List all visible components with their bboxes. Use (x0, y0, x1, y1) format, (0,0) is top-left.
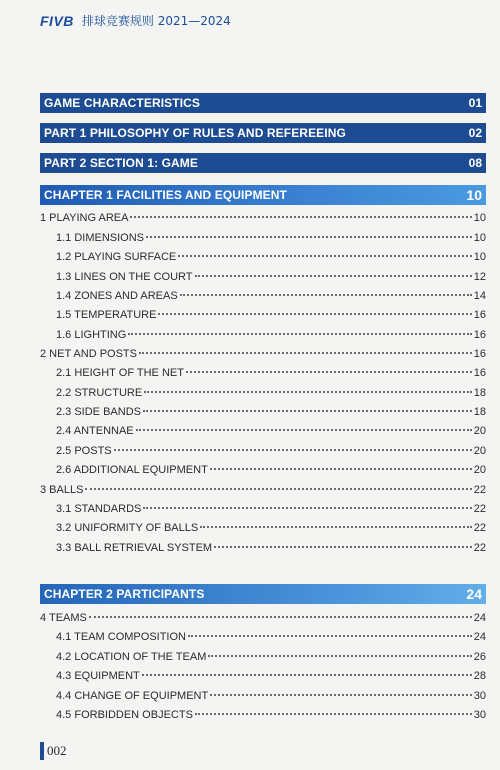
page-header (40, 12, 231, 29)
toc-entry[interactable] (0, 271, 486, 289)
toc-entry[interactable] (0, 464, 486, 482)
bar-page: 02 (468, 126, 482, 140)
toc-bar-chapter-1[interactable] (40, 185, 486, 205)
dot-leader (130, 216, 471, 218)
entry-page: 26 (473, 651, 486, 663)
entry-label: 1 PLAYING AREA (40, 212, 129, 224)
entry-label: 3.1 STANDARDS (56, 503, 142, 515)
entry-label: 4 TEAMS (40, 612, 87, 624)
bar-page: 24 (466, 586, 482, 602)
entry-label: 3.3 BALL RETRIEVAL SYSTEM (56, 542, 213, 554)
toc-entry[interactable] (0, 348, 486, 366)
toc-entry[interactable] (0, 251, 486, 269)
toc-entry[interactable] (0, 503, 486, 521)
toc-entry[interactable] (0, 329, 486, 347)
dot-leader (139, 352, 472, 354)
entry-page: 22 (473, 484, 486, 496)
dot-leader (195, 275, 472, 277)
dot-leader (143, 410, 472, 412)
entry-page: 10 (473, 212, 486, 224)
entry-label: 1.6 LIGHTING (56, 329, 127, 341)
dot-leader (136, 429, 472, 431)
toc-entry[interactable] (0, 542, 486, 560)
entry-label: 2.3 SIDE BANDS (56, 406, 141, 418)
dot-leader (128, 333, 471, 335)
toc-entry[interactable] (0, 522, 486, 540)
toc-entry[interactable] (0, 425, 486, 443)
toc-entry[interactable] (0, 406, 486, 424)
entry-label: 4.2 LOCATION OF THE TEAM (56, 651, 207, 663)
toc-bar-part-1[interactable] (40, 123, 486, 143)
entry-page: 18 (473, 406, 486, 418)
entry-label: 3 BALLS (40, 484, 84, 496)
entry-page: 16 (473, 348, 486, 360)
entry-page: 10 (473, 232, 486, 244)
dot-leader (195, 713, 472, 715)
dot-leader (188, 635, 472, 637)
dot-leader (114, 449, 472, 451)
entry-label: 1.5 TEMPERATURE (56, 309, 157, 321)
toc-entry[interactable] (0, 212, 486, 230)
toc-bar-part-2[interactable] (40, 153, 486, 173)
dot-leader (158, 313, 471, 315)
entry-label: 1.4 ZONES AND AREAS (56, 290, 178, 302)
entry-label: 2.2 STRUCTURE (56, 387, 143, 399)
fivb-logo: FIVB (40, 12, 74, 29)
bar-page: 08 (468, 156, 482, 170)
entry-label: 2.5 POSTS (56, 445, 112, 457)
toc-bar-game-characteristics[interactable] (40, 93, 486, 113)
bar-label: CHAPTER 2 PARTICIPANTS (44, 587, 205, 601)
book-title: 排球竞赛规则 2021—2024 (81, 14, 231, 28)
toc-entry[interactable] (0, 309, 486, 327)
entry-page: 16 (473, 329, 486, 341)
toc-entry[interactable] (0, 445, 486, 463)
entry-page: 30 (473, 690, 486, 702)
dot-leader (85, 488, 471, 490)
dot-leader (89, 616, 472, 618)
entry-label: 3.2 UNIFORMITY OF BALLS (56, 522, 199, 534)
entry-label: 2.4 ANTENNAE (56, 425, 134, 437)
toc-entry[interactable] (0, 631, 486, 649)
entry-page: 12 (473, 271, 486, 283)
entry-page: 20 (473, 464, 486, 476)
page-number: 002 (47, 743, 67, 758)
dot-leader (180, 294, 472, 296)
bar-label: CHAPTER 1 FACILITIES AND EQUIPMENT (44, 188, 287, 202)
entry-page: 30 (473, 709, 486, 721)
toc-entry[interactable] (0, 387, 486, 405)
toc-entry[interactable] (0, 367, 486, 385)
dot-leader (144, 391, 472, 393)
entry-page: 16 (473, 309, 486, 321)
dot-leader (146, 236, 472, 238)
entry-page: 24 (473, 631, 486, 643)
entry-label: 1.2 PLAYING SURFACE (56, 251, 177, 263)
toc-entry[interactable] (0, 690, 486, 708)
dot-leader (214, 546, 472, 548)
entry-label: 1.1 DIMENSIONS (56, 232, 145, 244)
entry-page: 22 (473, 503, 486, 515)
dot-leader (210, 468, 472, 470)
toc-entry[interactable] (0, 484, 486, 502)
entry-label: 2.1 HEIGHT OF THE NET (56, 367, 184, 379)
toc-entry[interactable] (0, 709, 486, 727)
entry-page: 28 (473, 670, 486, 682)
footer-marker (40, 742, 44, 760)
entry-page: 10 (473, 251, 486, 263)
entry-label: 2 NET AND POSTS (40, 348, 137, 360)
bar-label: PART 1 PHILOSOPHY OF RULES AND REFEREEING (44, 126, 346, 140)
dot-leader (186, 371, 472, 373)
toc-entry[interactable] (0, 232, 486, 250)
dot-leader (143, 507, 471, 509)
entry-label: 2.6 ADDITIONAL EQUIPMENT (56, 464, 208, 476)
toc-bar-chapter-2[interactable] (40, 584, 486, 604)
bar-page: 01 (468, 96, 482, 110)
entry-page: 20 (473, 445, 486, 457)
entry-page: 14 (473, 290, 486, 302)
entry-page: 20 (473, 425, 486, 437)
entry-label: 4.5 FORBIDDEN OBJECTS (56, 709, 193, 721)
page-footer (40, 742, 67, 760)
bar-label: PART 2 SECTION 1: GAME (44, 156, 198, 170)
toc-entry[interactable] (0, 670, 486, 688)
bar-label: GAME CHARACTERISTICS (44, 96, 201, 110)
entry-page: 22 (473, 542, 486, 554)
entry-page: 18 (473, 387, 486, 399)
entry-label: 4.3 EQUIPMENT (56, 670, 140, 682)
entry-page: 24 (473, 612, 486, 624)
entry-label: 4.1 TEAM COMPOSITION (56, 631, 186, 643)
toc-entry[interactable] (0, 651, 486, 669)
entry-label: 1.3 LINES ON THE COURT (56, 271, 193, 283)
bar-page: 10 (466, 187, 482, 203)
dot-leader (178, 255, 472, 257)
toc-entry[interactable] (0, 612, 486, 630)
dot-leader (208, 655, 471, 657)
entry-page: 16 (473, 367, 486, 379)
dot-leader (210, 694, 472, 696)
entry-label: 4.4 CHANGE OF EQUIPMENT (56, 690, 209, 702)
dot-leader (142, 674, 472, 676)
toc-entry[interactable] (0, 290, 486, 308)
dot-leader (200, 526, 472, 528)
entry-page: 22 (473, 522, 486, 534)
